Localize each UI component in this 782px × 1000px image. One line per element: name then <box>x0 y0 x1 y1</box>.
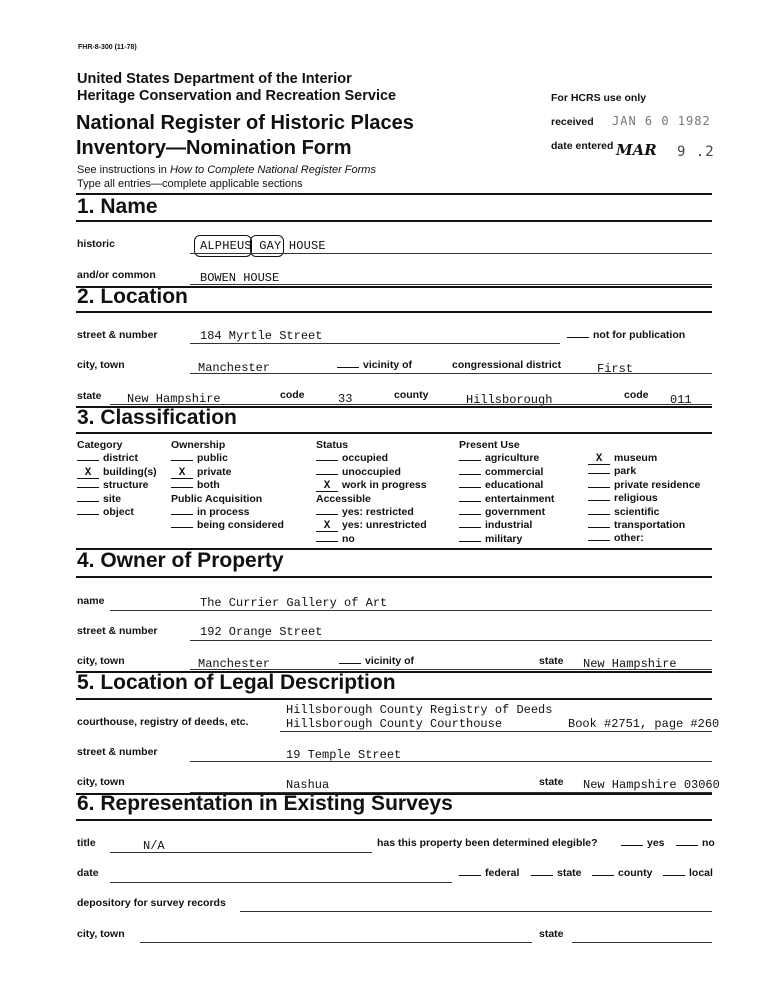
ownership-column: Ownership public X private both Public Acquisition in process being considered <box>171 439 284 532</box>
section-6-heading: 6. Representation in Existing Surveys <box>77 792 453 815</box>
form-id: FHR-8-300 (11-78) <box>78 44 137 51</box>
section-rule <box>76 819 712 821</box>
common-label: and/or common <box>77 269 156 281</box>
field-line <box>572 942 712 943</box>
code-value: 33 <box>338 392 353 406</box>
checkbox-row[interactable]: government <box>459 506 554 519</box>
checkbox-row[interactable]: agriculture <box>459 452 554 465</box>
survey-federal[interactable]: federal <box>459 867 519 879</box>
eligible-question: has this property been determined elegible? <box>377 837 598 849</box>
district-value: First <box>597 362 634 376</box>
checkbox-row[interactable]: both <box>171 479 284 492</box>
date-entered-stamp: MAR <box>616 141 657 159</box>
received-stamp: JAN 6 0 1982 <box>612 114 711 128</box>
section-rule <box>76 220 712 222</box>
legal-city-label: city, town <box>77 776 125 788</box>
street-label: street & number <box>77 329 158 341</box>
present-use-column: Present Use agriculture commercial educational entertainment government industrial military <box>459 439 555 545</box>
depository-label: depository for survey records <box>77 897 226 909</box>
checkbox-row[interactable]: no <box>316 533 427 546</box>
hcrs-heading: For HCRS use only <box>551 92 647 104</box>
field-line <box>110 882 452 883</box>
eligible-yes[interactable]: yes <box>621 837 665 849</box>
code2-label: code <box>624 389 649 401</box>
court-label: courthouse, registry of deeds, etc. <box>77 716 249 728</box>
present-use-column-2 <box>588 452 700 546</box>
field-line <box>280 731 712 732</box>
checkbox-row[interactable]: public <box>171 452 284 465</box>
field-line <box>190 761 712 762</box>
checkbox-row[interactable]: educational <box>459 479 554 492</box>
survey-title-label: title <box>77 837 96 849</box>
survey-state[interactable]: state <box>531 867 582 879</box>
instructions-line1: See instructions in How to Complete National Register Forms <box>77 164 376 176</box>
owner-name-value: The Currier Gallery of Art <box>200 596 388 610</box>
historic-label: historic <box>77 238 115 250</box>
section-rule <box>76 576 712 578</box>
checkbox-row[interactable]: occupied <box>316 452 427 465</box>
court-line1: Hillsborough County Registry of Deeds <box>286 703 553 717</box>
checkbox-row[interactable]: district <box>77 452 157 465</box>
owner-state-label: state <box>539 655 564 667</box>
checkbox-row[interactable]: industrial <box>459 519 554 532</box>
form-title-line1: National Register of Historic Places <box>76 112 414 134</box>
county-label: county <box>394 389 429 401</box>
checkbox-row[interactable]: X museum <box>588 452 700 465</box>
checkbox-row[interactable]: commercial <box>459 466 554 479</box>
section-rule <box>76 311 712 313</box>
field-line <box>110 404 712 405</box>
historic-value: ALPHEUS GAY HOUSE <box>200 239 326 253</box>
survey-county[interactable]: county <box>592 867 652 879</box>
survey-city-label: city, town <box>77 928 125 940</box>
checkbox-row[interactable]: military <box>459 533 554 546</box>
checkbox-row[interactable]: X yes: unrestricted <box>316 519 427 532</box>
checkbox-row[interactable]: structure <box>77 479 157 492</box>
survey-date-label: date <box>77 867 99 879</box>
category-column: Category district X building(s) structure site object <box>77 439 157 519</box>
checkbox-row[interactable]: scientific <box>588 506 700 519</box>
state-value: New Hampshire <box>127 392 221 406</box>
field-line <box>190 640 712 641</box>
owner-state-value: New Hampshire <box>583 657 677 671</box>
checkbox-row[interactable]: other: <box>588 532 700 545</box>
date-entered-extra: 9 .2 <box>677 144 715 160</box>
checkbox-row[interactable]: being considered <box>171 519 284 532</box>
state-label: state <box>77 390 102 402</box>
common-value: BOWEN HOUSE <box>200 271 280 285</box>
field-line <box>140 942 532 943</box>
section-5-heading: 5. Location of Legal Description <box>77 671 396 694</box>
checkbox-row[interactable]: private residence <box>588 479 700 492</box>
checkbox-row[interactable]: park <box>588 465 700 478</box>
owner-city-value: Manchester <box>198 657 271 671</box>
checkbox-row[interactable]: religious <box>588 492 700 505</box>
checkbox-row[interactable]: yes: restricted <box>316 506 427 519</box>
checkbox-row[interactable]: entertainment <box>459 493 554 506</box>
owner-street-label: street & number <box>77 625 158 637</box>
section-rule <box>76 193 712 195</box>
legal-state-value: New Hampshire 03060 <box>583 778 720 792</box>
field-line <box>190 669 712 670</box>
section-rule <box>76 698 712 700</box>
section-4-heading: 4. Owner of Property <box>77 549 284 572</box>
eligible-no[interactable]: no <box>676 837 715 849</box>
survey-local[interactable]: local <box>663 867 713 879</box>
vicinity-of: vicinity of <box>337 359 412 371</box>
legal-street-label: street & number <box>77 746 158 758</box>
code-label: code <box>280 389 305 401</box>
owner-name-label: name <box>77 595 105 607</box>
city-label: city, town <box>77 359 125 371</box>
checkbox-row[interactable]: X work in progress <box>316 479 427 492</box>
status-column: Status occupied unoccupied X work in progress Accessible yes: restricted X yes: unrestricted no <box>316 439 427 545</box>
district-label: congressional district <box>452 359 562 371</box>
city-value: Manchester <box>198 361 271 375</box>
checkbox-row[interactable]: site <box>77 493 157 506</box>
owner-city-label: city, town <box>77 655 125 667</box>
field-line <box>190 253 712 254</box>
book-page: Book #2751, page #260 <box>568 717 720 731</box>
checkbox-row[interactable]: X building(s) <box>77 466 157 479</box>
checkbox-row[interactable]: unoccupied <box>316 466 427 479</box>
county-value: Hillsborough <box>466 393 553 407</box>
form-title-line2: Inventory—Nomination Form <box>76 137 352 159</box>
instructions-line2: Type all entries—complete applicable sections <box>77 178 303 190</box>
code2-value: 011 <box>670 393 692 407</box>
received-label: received <box>551 116 594 128</box>
street-value: 184 Myrtle Street <box>200 329 323 343</box>
legal-street-value: 19 Temple Street <box>286 748 402 762</box>
checkbox-row[interactable]: transportation <box>588 519 700 532</box>
field-line <box>190 373 712 374</box>
survey-title-value: N/A <box>143 839 165 853</box>
legal-state-label: state <box>539 776 564 788</box>
legal-city-value: Nashua <box>286 778 330 792</box>
agency-line2: Heritage Conservation and Recreation Service <box>77 88 397 104</box>
section-3-heading: 3. Classification <box>77 406 237 429</box>
section-1-heading: 1. Name <box>77 195 158 218</box>
not-for-publication: not for publication <box>567 329 685 341</box>
owner-street-value: 192 Orange Street <box>200 625 323 639</box>
field-line <box>240 911 712 912</box>
field-line <box>190 284 712 285</box>
checkbox-row[interactable]: object <box>77 506 157 519</box>
field-line <box>110 852 372 853</box>
court-line2: Hillsborough County Courthouse <box>286 717 503 731</box>
survey-state-label: state <box>539 928 564 940</box>
checkbox-row[interactable]: X private <box>171 466 284 479</box>
section-rule <box>76 432 712 434</box>
section-2-heading: 2. Location <box>77 285 188 308</box>
field-line <box>190 343 560 344</box>
agency-line1: United States Department of the Interior <box>77 71 352 87</box>
field-line <box>110 610 712 611</box>
date-entered-label: date entered <box>551 140 614 152</box>
checkbox-row[interactable]: in process <box>171 506 284 519</box>
owner-vicinity: vicinity of <box>339 655 414 667</box>
